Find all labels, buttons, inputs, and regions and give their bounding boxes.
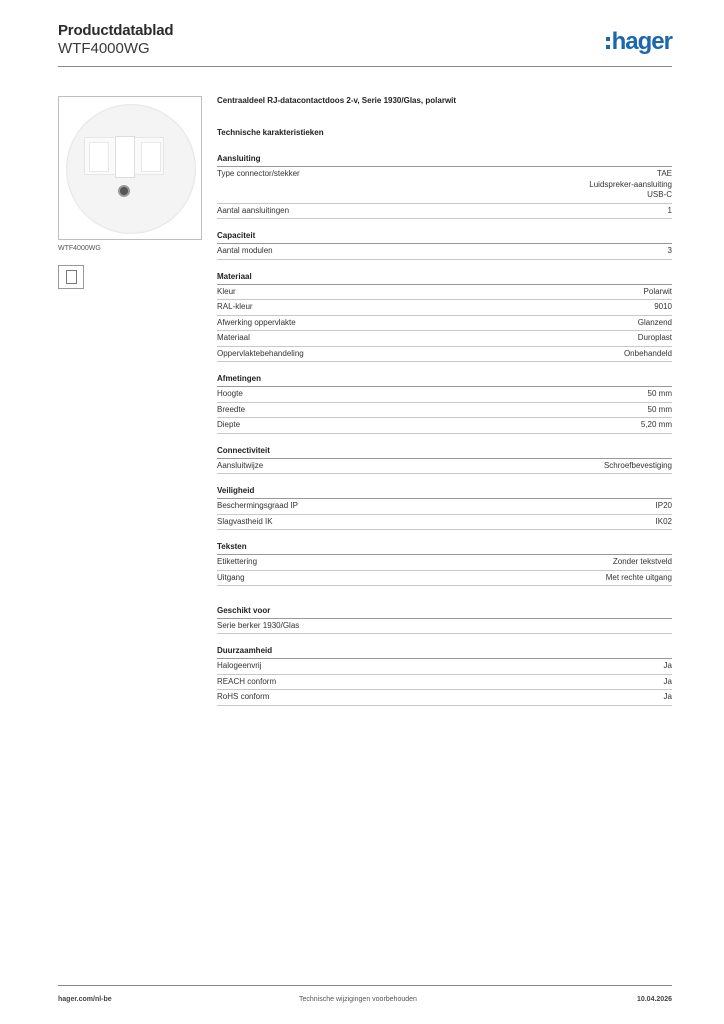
spec-value-line: USB-C bbox=[647, 190, 672, 199]
spec-label: Halogeenvrij bbox=[217, 661, 262, 670]
spec-value-line: Glanzend bbox=[637, 317, 672, 327]
spec-row bbox=[217, 555, 672, 571]
spec-row bbox=[217, 300, 672, 316]
spec-label: Kleur bbox=[217, 286, 236, 296]
spec-value-line: Ja bbox=[663, 661, 672, 670]
spec-label: Diepte bbox=[217, 420, 241, 429]
spec-value-line: Duroplast bbox=[637, 333, 672, 342]
spec-value-line: Ja bbox=[663, 676, 672, 686]
footer-divider bbox=[58, 985, 672, 986]
spec-row bbox=[217, 331, 672, 347]
spec-label: RoHS conform bbox=[217, 692, 270, 701]
section-heading-duurzaamheid: Duurzaamheid bbox=[217, 646, 672, 659]
spec-label: Hoogte bbox=[217, 389, 243, 398]
spec-row bbox=[217, 499, 672, 515]
spec-label: Type connector/stekker bbox=[217, 169, 300, 178]
spec-row bbox=[217, 571, 672, 587]
spec-label: Serie berker 1930/Glas bbox=[217, 621, 300, 630]
spec-row bbox=[217, 619, 672, 634]
image-caption: WTF4000WG bbox=[58, 245, 101, 252]
spec-value-line: 5,20 mm bbox=[640, 420, 672, 429]
spec-value bbox=[654, 302, 672, 313]
thumbnail[interactable] bbox=[58, 265, 84, 289]
section-heading-capaciteit: Capaciteit bbox=[217, 231, 672, 244]
spec-row bbox=[217, 403, 672, 419]
spec-label: RAL-kleur bbox=[217, 302, 253, 311]
port-center bbox=[115, 136, 135, 178]
section-heading-materiaal: Materiaal bbox=[217, 272, 672, 285]
connector-plate bbox=[84, 137, 164, 175]
section-heading-geschikt: Geschikt voor bbox=[217, 606, 672, 619]
spec-value bbox=[641, 420, 672, 431]
spec-row bbox=[217, 418, 672, 434]
spec-value-line: 50 mm bbox=[647, 404, 672, 414]
spec-row bbox=[217, 316, 672, 332]
spec-value-line: 9010 bbox=[654, 302, 672, 311]
spec-value bbox=[613, 557, 672, 568]
spec-row bbox=[217, 659, 672, 675]
spec-value bbox=[606, 573, 672, 584]
spec-value bbox=[664, 661, 672, 672]
port-left bbox=[89, 142, 109, 172]
spec-row bbox=[217, 244, 672, 260]
spec-value-line: Ja bbox=[663, 692, 672, 701]
section-heading-aansluiting: Aansluiting bbox=[217, 154, 672, 167]
logo-dots-icon bbox=[606, 33, 611, 51]
thumbnail-icon bbox=[66, 270, 77, 284]
spec-label: Aantal aansluitingen bbox=[217, 205, 290, 215]
product-code: WTF4000WG bbox=[58, 40, 150, 57]
spec-value bbox=[624, 349, 672, 360]
section-heading-teksten: Teksten bbox=[217, 542, 672, 555]
spec-row bbox=[217, 690, 672, 706]
spec-value bbox=[644, 287, 672, 298]
spec-value-line: Luidspreker-aansluiting bbox=[589, 179, 672, 189]
spec-label: Afwerking oppervlakte bbox=[217, 317, 296, 327]
product-title: Centraaldeel RJ-datacontactdoos 2-v, Serie 1930/Glas, polarwit bbox=[217, 96, 457, 105]
spec-value-line: 1 bbox=[667, 205, 672, 215]
spec-row bbox=[217, 459, 672, 475]
spec-value bbox=[664, 677, 672, 688]
spec-value bbox=[638, 318, 672, 329]
header-divider bbox=[58, 66, 672, 67]
section-heading-connectiviteit: Connectiviteit bbox=[217, 446, 672, 459]
spec-label: Aantal modulen bbox=[217, 246, 273, 255]
spec-label: Beschermingsgraad IP bbox=[217, 501, 298, 510]
spec-label: Etikettering bbox=[217, 557, 258, 566]
footer-disclaimer: Technische wijzigingen voorbehouden bbox=[299, 996, 417, 1003]
spec-value-line: 3 bbox=[667, 246, 672, 255]
spec-value bbox=[656, 501, 672, 512]
spec-value-line: Schroefbevestiging bbox=[603, 460, 672, 470]
spec-row bbox=[217, 515, 672, 531]
spec-row bbox=[217, 204, 672, 220]
spec-label: Materiaal bbox=[217, 333, 250, 342]
spec-value bbox=[668, 206, 672, 217]
spec-row bbox=[217, 285, 672, 301]
footer-website[interactable]: hager.com/nl-be bbox=[58, 996, 112, 1003]
spec-row bbox=[217, 167, 672, 204]
hager-logo bbox=[606, 28, 672, 56]
spec-label: Aansluitwijze bbox=[217, 460, 264, 470]
spec-row bbox=[217, 675, 672, 691]
spec-content bbox=[217, 96, 672, 706]
spec-value-line: 50 mm bbox=[647, 389, 672, 398]
spec-value-line: Polarwit bbox=[643, 286, 672, 296]
port-right bbox=[141, 142, 161, 172]
spec-label: Breedte bbox=[217, 404, 246, 414]
spec-sections bbox=[217, 154, 672, 706]
spec-value bbox=[589, 169, 672, 201]
spec-label: REACH conform bbox=[217, 676, 277, 686]
spec-value bbox=[638, 333, 672, 344]
product-image bbox=[58, 96, 202, 240]
screw-icon bbox=[118, 185, 130, 197]
spec-label: Slagvastheid IK bbox=[217, 516, 273, 526]
spec-value bbox=[668, 246, 672, 257]
spec-value-line: Onbehandeld bbox=[623, 348, 672, 358]
spec-value bbox=[656, 517, 672, 528]
spec-label: Oppervlaktebehandeling bbox=[217, 348, 304, 358]
spec-value-line: Zonder tekstveld bbox=[612, 557, 672, 566]
spec-row bbox=[217, 387, 672, 403]
spec-value-line: TAE bbox=[657, 169, 672, 178]
spec-label: Uitgang bbox=[217, 572, 245, 582]
spec-value bbox=[604, 461, 672, 472]
section-heading-afmetingen: Afmetingen bbox=[217, 374, 672, 387]
spec-value bbox=[664, 692, 672, 703]
footer-date: 10.04.2026 bbox=[636, 996, 672, 1003]
spec-value-line: Met rechte uitgang bbox=[605, 572, 672, 582]
spec-value-line: IK02 bbox=[655, 516, 672, 526]
spec-value bbox=[648, 405, 672, 416]
tech-title: Technische karakteristieken bbox=[217, 128, 324, 137]
logo-text: hager bbox=[611, 28, 672, 55]
spec-row bbox=[217, 347, 672, 363]
spec-value-line: IP20 bbox=[655, 501, 672, 510]
section-heading-veiligheid: Veiligheid bbox=[217, 486, 672, 499]
spec-value bbox=[648, 389, 672, 400]
page-title: Productdatablad bbox=[58, 22, 174, 39]
page-header bbox=[58, 22, 173, 57]
